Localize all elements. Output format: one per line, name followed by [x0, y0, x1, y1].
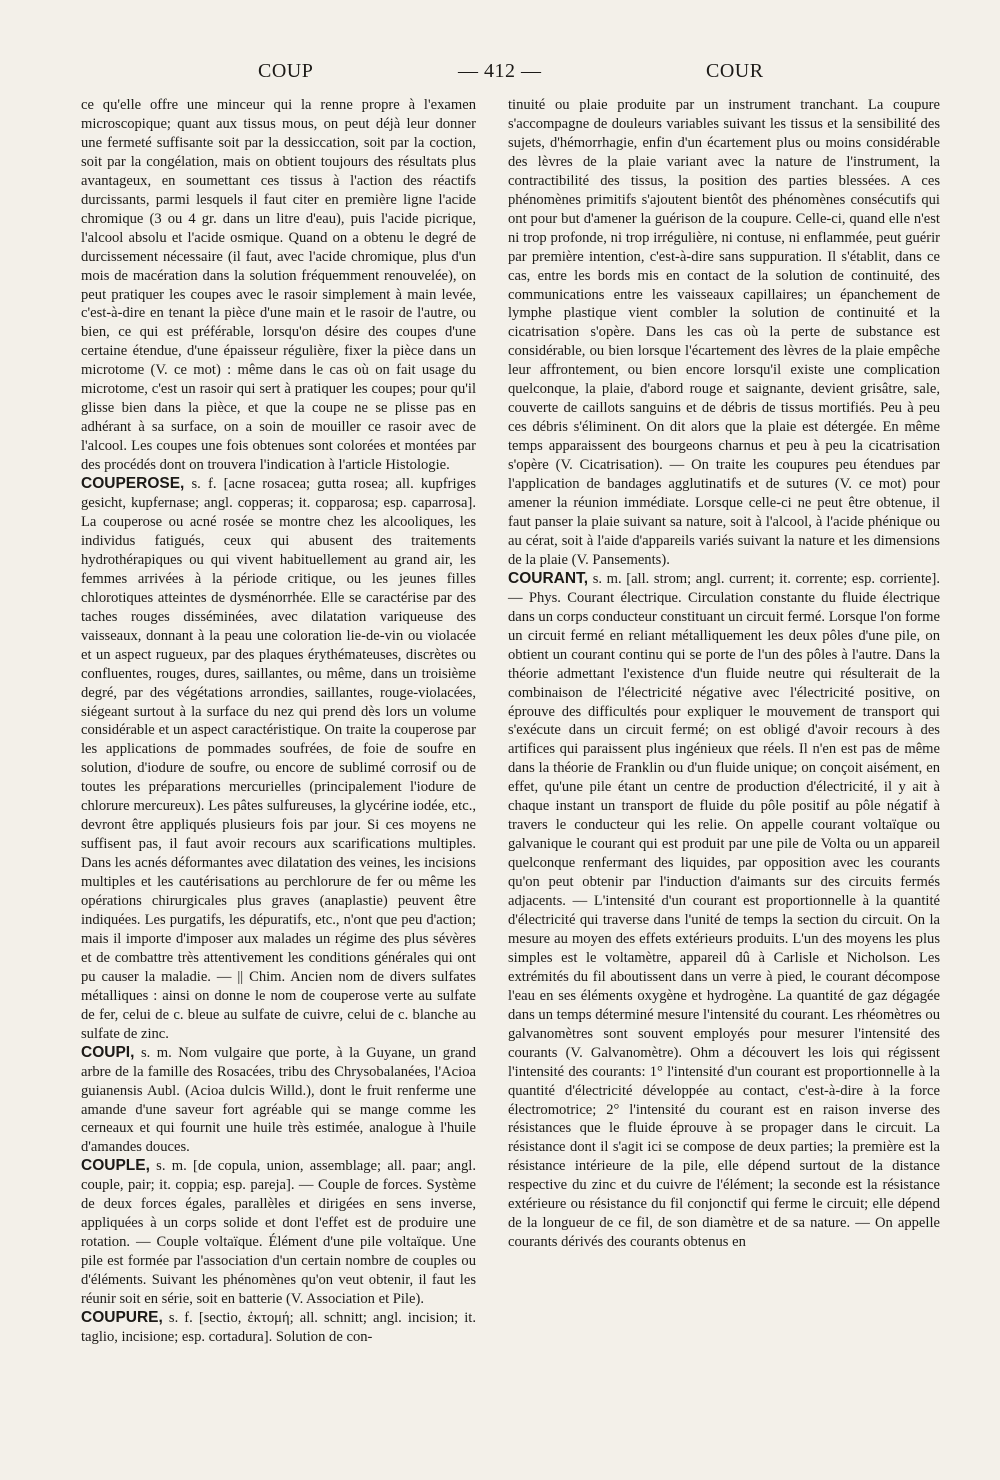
headword-courant: COURANT, — [508, 569, 589, 587]
left-column — [81, 96, 476, 1347]
running-head-right: COUR — [706, 60, 764, 82]
definition-couple: s. m. [de copula, union, assemblage; all. paar; angl. couple, pair; it. coppia; esp. pareja]. — Couple de forces. Système de deux forces égales, parallèles et dirigées en sens inverse, appliquées à un corps solide et dont l'effet est de produire une rotation. — Couple voltaïque. Élément d'une pile voltaïque. Une pile est formée par l'association d'un certain nombre de couples ou d'éléments. Suivant les phénomènes qu'on veut obtenir, il faut les réunir soit en série, soit en batterie (V. Association et Pile). — [81, 1158, 476, 1308]
entry-coupi — [81, 1044, 476, 1158]
entry-couple — [81, 1157, 476, 1309]
coupe-continuation: ce qu'elle offre une minceur qui la renne propre à l'examen microscopique; quant aux tissus mous, on peut déjà leur donner une fermeté suffisante soit par la dessiccation, soit par la coction, soit par la congélation, mais on obtient toujours des résultats plus avantageux, en soumettant ces tissus à l'action des réactifs durcissants, parmi lesquels il faut citer en première ligne l'acide chromique (3 ou 4 gr. dans un litre d'eau), puis l'acide picrique, l'alcool absolu et l'acide osmique. Quand on a obtenu le degré de durcissement nécessaire (il faut, avec l'acide chromique, plus d'un mois de macération dans la solution fréquemment renouvelée), on peut pratiquer les coupes avec le rasoir simplement à main levée, c'est-à-dire en tenant la pièce d'une main et le rasoir de l'autre, ou bien, ce qui est préférable, lorsqu'on désire des coupes d'une certaine étendue, d'une épaisseur régulière, fixer la pièce dans un microtome (V. ce mot) : même dans le cas où on fait usage du microtome, c'est un rasoir qui sert à pratiquer les coupes; pour qu'il glisse bien dans la pièce, et que la coupe ne se plisse pas en adhérant à sa surface, on a soin de mouiller ce rasoir avec de l'alcool. Les coupes une fois obtenues sont colorées et montées par des procédés dont on trouvera l'indication à l'article Histologie. — [81, 97, 476, 474]
entry-courant — [508, 570, 940, 1252]
headword-couple: COUPLE, — [81, 1157, 150, 1175]
definition-coupure: s. f. [sectio, ἐκτομή; all. schnitt; angl. incision; it. taglio, incisione; esp. cortadura]. Solution de con- — [81, 1310, 476, 1345]
definition-coupi: s. m. Nom vulgaire que porte, à la Guyane, un grand arbre de la famille des Rosacées, tribu des Chrysobalanées, l'Acioa guianensis Aubl. (Acioa dulcis Willd.), dont le fruit renferme une amande d'une saveur fort agréable qui se mange comme les cerneaux et qui fournit une huile très estimée, analogue à l'huile d'amandes douces. — [81, 1044, 476, 1156]
page-number: — 412 — — [458, 60, 542, 82]
coupure-continuation: tinuité ou plaie produite par un instrument tranchant. La coupure s'accompagne de douleurs variables suivant les tissus et la sensibilité des sujets, d'hémorrhagie, enfin d'un écartement plus ou moins considérable des lèvres de la plaie variant avec la nature de l'instrument, la contractibilité des tissus, la position des parties blessées. A ces phénomènes primitifs s'ajoutent bientôt des phénomènes consécutifs qui ont pour but d'amener la guérison de la coupure. Celle-ci, quand elle n'est ni trop profonde, ni trop irrégulière, ni contuse, ni enflammée, peut guérir par première intention, c'est-à-dire sans suppuration. Il s'établit, dans ce cas, entre les bords mis en contact de la solution de continuité, des communications entre les vaisseaux capillaires; un épanchement de lymphe plastique vient combler la solution de continuité et la cicatrisation s'opère. Dans les cas où la perte de substance est considérable, ou bien lorsque l'écartement des lèvres de la plaie empêche leur affrontement, ou bien encore lorsqu'il existe une complication quelconque, la plaie, d'abord rouge et saignante, devient grisâtre, sale, couverte de caillots sanguins et de débris de tissus mortifiés. Peu à peu ces débris s'éliminent. On dit alors que la plaie est détergée. En même temps apparaissent des bourgeons charnus et peu à peu la cicatrisation s'opère (V. Cicatrisation). — On traite les coupures peu étendues par l'application de bandages agglutinatifs et de sutures (V. ce mot) pour amener la réunion immédiate. Lorsque celle-ci ne peut être obtenue, il faut panser la plaie suivant sa nature, soit à l'alcool, à l'acide phénique ou au cérat, soit à l'aide d'appareils variés suivant la nature et les dimensions de la plaie (V. Pansements). — [508, 97, 940, 568]
headword-couperose: COUPEROSE, — [81, 475, 185, 493]
entry-couperose — [81, 475, 476, 1044]
entry-coupure — [81, 1309, 476, 1347]
running-head-left: COUP — [258, 60, 314, 82]
right-column — [508, 96, 940, 1252]
headword-coupure: COUPURE, — [81, 1309, 163, 1326]
headword-coupi: COUPI, — [81, 1043, 135, 1061]
definition-couperose: s. f. [acne rosacea; gutta rosea; all. kupfriges gesicht, kupfernase; angl. copperas; it. copparosa; esp. caparrosa]. La couperose ou acné rosée se montre chez les alcooliques, les individus fatigués, ceux qui abusent des traitements hydrothérapiques ou qui vivent habituellement au grand air, les femmes arrivées à la période critique, ou les jeunes filles chlorotiques atteintes de dysménorrhée. Elle se caractérise par des taches rouges disséminées, avec dilatation variqueuse des vaisseaux, donnant à la peau une coloration lie-de-vin ou violacée et un aspect rugueux, par des plaques érythémateuses, discrètes ou confluentes, rouges, dures, saillantes, ou même, dans un troisième degré, par des végétations arrondies, saillantes, rouge-violacées, siégeant surtout à la surface du nez qui prend dès lors un volume considérable et un aspect caractéristique. On traite la couperose par les applications de pommades soufrées, de foie de soufre en solution, d'iodure de soufre, ou encore de sublimé corrosif ou de toutes les préparations mercurielles (principalement l'iodure de chlorure mercureux). Les pâtes sulfureuses, la glycérine iodée, etc., devront être appliqués plusieurs fois par jour. Si ces moyens ne suffisent pas, il faut avoir recours aux scarifications multiples. Dans les acnés déformantes avec dilatation des veines, les incisions multiples et les cautérisations au perchlorure de fer ou même les opérations chirurgicales plus graves (anaplastie) peuvent être indiquées. Les purgatifs, les dépuratifs, etc., n'ont que peu d'action; mais il importe d'imposer aux malades un régime des plus sévères et de combattre très attentivement les conditions générales qui ont pu causer la maladie. — || Chim. Ancien nom de divers sulfates métalliques : ainsi on donne le nom de couperose verte au sulfate de fer, celui de c. bleue au sulfate de cuivre, celui de c. blanche au sulfate de zinc. — [81, 476, 476, 1042]
definition-courant: s. m. [all. strom; angl. current; it. corrente; esp. corriente]. — Phys. Courant électrique. Circulation constante du fluide électrique dans un corps conducteur constituant un circuit fermé. Lorsque l'on forme un circuit fermé en reliant métalliquement les deux pôles d'une pile, on obtient un courant continu qui se porte de l'un des pôles à l'autre. Dans la théorie admettant l'existence d'un fluide neutre qui résulterait de la combinaison de l'électricité négative avec l'électricité positive, on éprouve des difficultés pour expliquer le mouvement de transport qui s'exécute dans un circuit fermé; on est obligé d'avoir recours à des artifices qui paraissent plus ingénieux que réels. Il n'en est pas de même dans la théorie de Franklin ou d'un fluide unique; on conçoit aisément, en effet, qu'une pile étant un centre de production d'électricité, il y ait à chaque instant un transport de fluide du pôle positif au pôle négatif à travers le conducteur qui les relie. On appelle courant voltaïque ou galvanique le courant qui est produit par une pile de Volta ou un appareil quelconque renfermant des liquides, par opposition avec les courants qu'on peut obtenir par l'induction d'aimants sur des circuits fermés adjacents. — L'intensité d'un courant est proportionnelle à la quantité d'électricité qui traverse dans l'unité de temps la section du circuit. On la mesure au moyen des effets extérieurs produits. L'un des moyens les plus simples est le voltamètre, appareil dû à Carlisle et Nicholson. Les extrémités du fil aboutissent dans un verre à pied, le courant décompose l'eau en ses éléments oxygène et hydrogène. La quantité de gaz dégagée dans un temps déterminé mesure l'intensité du courant. Les rhéomètres ou galvanomètres sont souvent employés pour mesurer l'intensité des courants (V. Galvanomètre). Ohm a découvert les lois qui régissent l'intensité des courants: 1° l'intensité d'un courant est proportionnelle à la quantité d'électricité développée au contact, c'est-à-dire à la force électromotrice; 2° l'intensité du courant est en raison inverse des résistances que le fluide éprouve à se propager dans le circuit. La résistance dont il s'agit ici se compose de deux parties; la première est la résistance intérieure de la pile, elle dépend surtout de la distance respective du zinc et du cuivre de l'élément; la seconde est la résistance extérieure ou résistance du fil conjonctif qui ferme le circuit; elle dépend de la longueur de ce fil, de son diamètre et de sa nature. — On appelle courants dérivés des courants obtenus en — [508, 570, 940, 1251]
